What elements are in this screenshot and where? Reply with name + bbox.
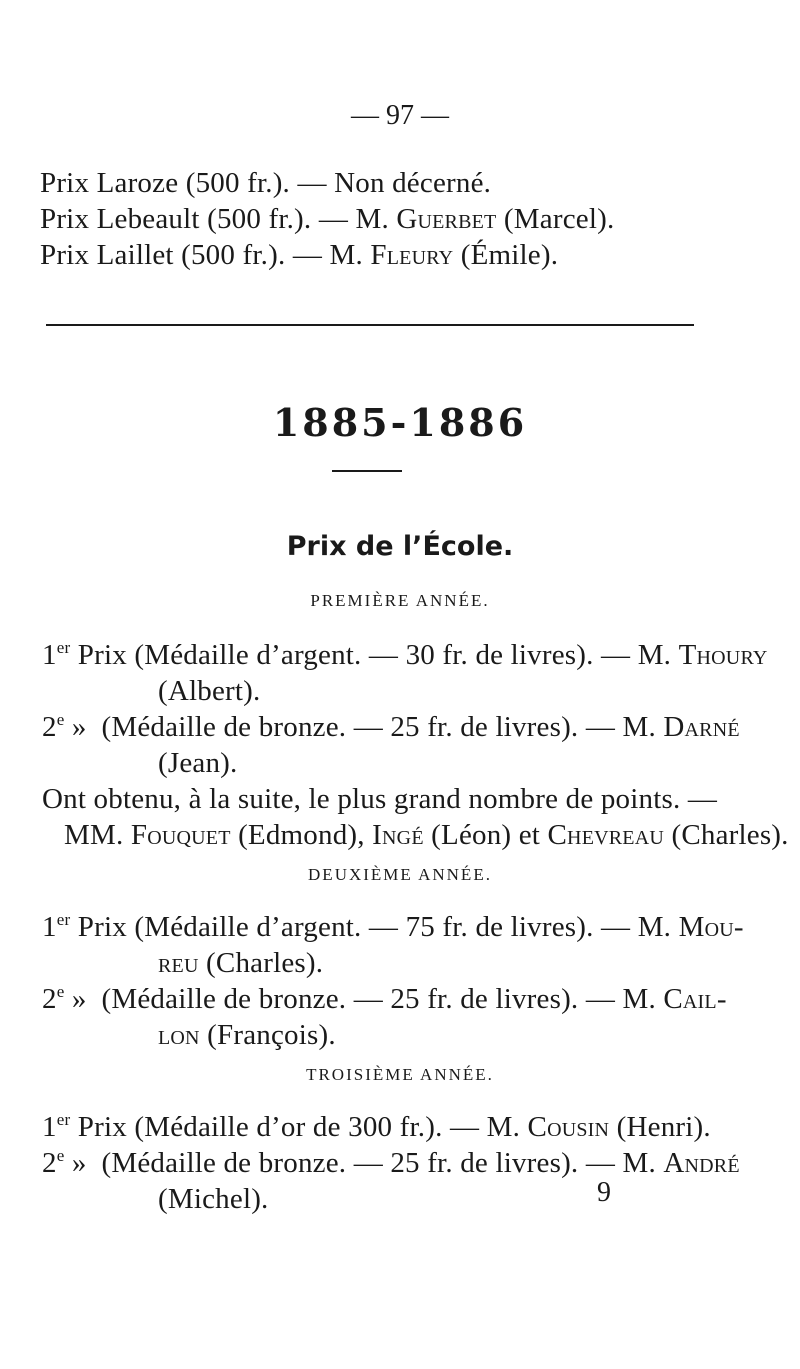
winner-name: reu [158,947,199,979]
mention-prefix: MM. [64,819,131,851]
prize-text: Prix (Médaille d’argent. — 75 fr. de livres). — M. [70,911,679,943]
second-year-heading: DEUXIÈME ANNÉE. [308,865,492,884]
winner-name: Guerbet [396,203,497,235]
rank-suffix: er [56,910,71,929]
winner-name: Fouquet [130,819,231,851]
first-year-mention: Ont obtenu, à la suite, le plus grand nombre de points. — [42,783,718,815]
given-name: (Charles). [198,947,324,979]
given-name: (François). [199,1019,336,1051]
first-year-heading: PREMIÈRE ANNÉE. [310,591,490,610]
given-name: (Léon) et [423,819,548,851]
prize-text: » (Médaille de bronze. — 25 fr. de livres). — M. [64,1147,664,1179]
winner-name: Fleury [370,239,454,271]
rank: 1 [42,1111,57,1143]
prize-text: Prix (Médaille d’argent. — 30 fr. de livres). — M. [70,639,679,671]
prize-result: (Marcel). [496,203,615,235]
rank: 1 [42,639,57,671]
winner-name: Mou- [678,911,744,943]
rank: 2 [42,711,57,743]
rank-suffix: e [56,982,65,1001]
rank: 2 [42,1147,57,1179]
second-year-second-prize [42,982,727,1016]
given-name: (Edmond), [230,819,373,851]
winner-name: Thoury [678,639,768,671]
page-number: — 97 — [351,100,449,131]
short-divider [332,470,402,472]
prize-result: Non décerné. [334,167,492,199]
third-year-heading: TROISIÈME ANNÉE. [306,1065,494,1084]
rank-suffix: er [56,638,71,657]
prize-label: Prix Laroze (500 fr.). — [40,167,335,199]
prize-text: » (Médaille de bronze. — 25 fr. de livres). — M. [64,711,664,743]
first-year-second-prize [42,710,740,744]
winner-name: Ingé [372,819,424,851]
prize-label: Prix Lebeault (500 fr.). — M. [40,203,397,235]
winner-name: Cousin [527,1111,610,1143]
prize-label: Prix Laillet (500 fr.). — M. [40,239,371,271]
rank: 1 [42,911,57,943]
section-divider [46,324,694,326]
given-name: (Charles). [664,819,789,851]
winner-name: lon [158,1019,200,1051]
prize-text: Prix (Médaille d’or de 300 fr.). — M. [70,1111,528,1143]
second-year-second-prize-cont [158,1018,336,1052]
winner-name: André [663,1147,740,1179]
second-year-first-prize-cont [158,946,323,980]
first-year-mention-names [64,818,789,852]
year-heading: 1885-1886 [272,400,528,445]
winner-name: Chevreau [547,819,665,851]
rank-suffix: e [56,710,65,729]
signature-mark: 9 [597,1177,611,1208]
given-name: (Henri). [609,1111,711,1143]
prize-result: (Émile). [453,239,559,271]
third-year-first-prize [42,1110,711,1144]
prize-text: » (Médaille de bronze. — 25 fr. de livres). — M. [64,983,664,1015]
third-year-second-prize-cont: (Michel). [158,1183,269,1215]
first-year-first-prize-cont: (Albert). [158,675,261,707]
first-year-first-prize [42,638,768,672]
winner-name: Darné [663,711,740,743]
prize-line-laroze [40,166,491,200]
first-year-second-prize-cont: (Jean). [158,747,238,779]
prize-line-lebeault [40,202,614,236]
section-title: Prix de l’École. [286,531,514,562]
winner-name: Cail- [663,983,727,1015]
rank: 2 [42,983,57,1015]
rank-suffix: e [56,1146,65,1165]
rank-suffix: er [56,1110,71,1129]
prize-line-laillet [40,238,558,272]
second-year-first-prize [42,910,744,944]
third-year-second-prize [42,1146,740,1180]
